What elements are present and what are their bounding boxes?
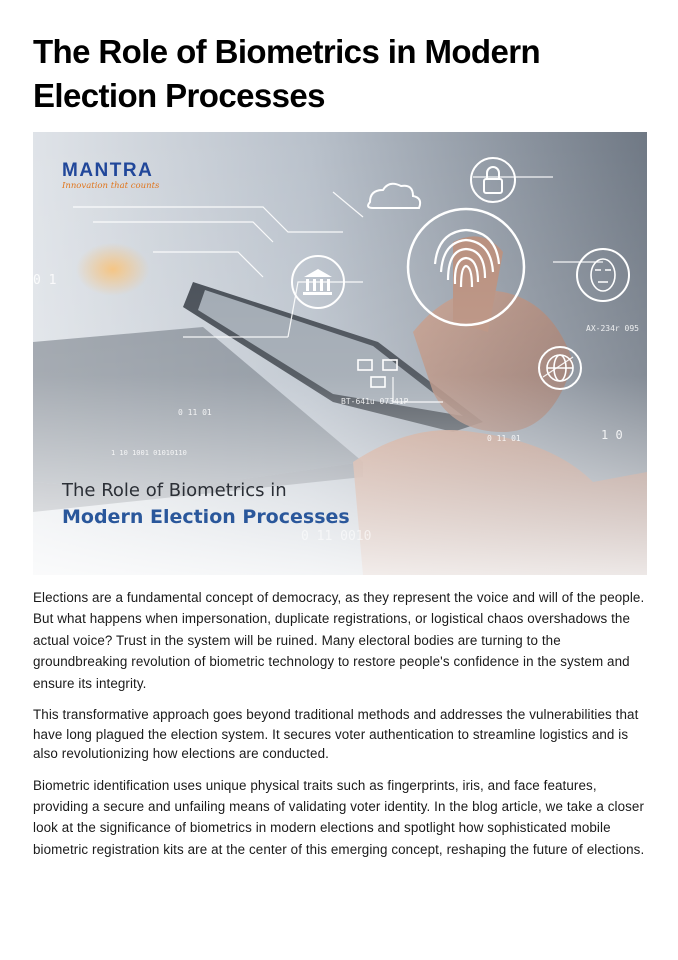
- logo-tagline: Innovation that counts: [62, 181, 160, 191]
- paragraph-1: Elections are a fundamental concept of democracy, as they represent the voice and will of the people. But what happens when impersonation, duplicate registrations, or logistical chaos overshadows the actual voice? Trust in the system will be ruined. Many electoral bodies are turning to the groundbreaking revolution of biometric technology to restore people's confidence in the system and ensure its integrity.: [33, 590, 645, 691]
- overlay-code: 1 0: [601, 428, 623, 442]
- overlay-code: 0 11 01: [178, 408, 212, 417]
- hero-image: [33, 132, 647, 575]
- logo-brand: MANTRA: [62, 160, 154, 181]
- paragraph-3: Biometric identification uses unique physical traits such as fingerprints, iris, and face features, providing a secure and unfailing means of validating voter identity. In the blog article, we take a closer look at the significance of biometrics in modern elections and spotlight how sophisticated mobile biometric registration kits are at the center of this emerging concept, reshaping the future of elections.: [33, 777, 645, 857]
- article-title: The Role of Biometrics in Modern Election Processes: [33, 33, 541, 114]
- article-body: [33, 587, 645, 871]
- hero-caption-line2: Modern Election Processes: [62, 506, 350, 528]
- paragraph-2: This transformative approach goes beyond traditional methods and addresses the vulnerabilities that have long plagued the election system. It secures voter authentication to streamline logistics and is also revolutionizing how elections are conducted.: [33, 707, 639, 762]
- overlay-code: 0 11 0010: [301, 529, 372, 544]
- overlay-digit: 0 1: [33, 273, 57, 288]
- hero-caption: [62, 478, 350, 530]
- hero-caption-line1: The Role of Biometrics in: [62, 480, 287, 501]
- overlay-code: 1 10 1001 01010110: [111, 449, 187, 457]
- overlay-code: BT-641u 07341P: [341, 397, 409, 406]
- mantra-logo: [62, 161, 159, 191]
- overlay-code: 0 11 01: [487, 434, 521, 443]
- overlay-code: AX-234r 095: [586, 324, 639, 333]
